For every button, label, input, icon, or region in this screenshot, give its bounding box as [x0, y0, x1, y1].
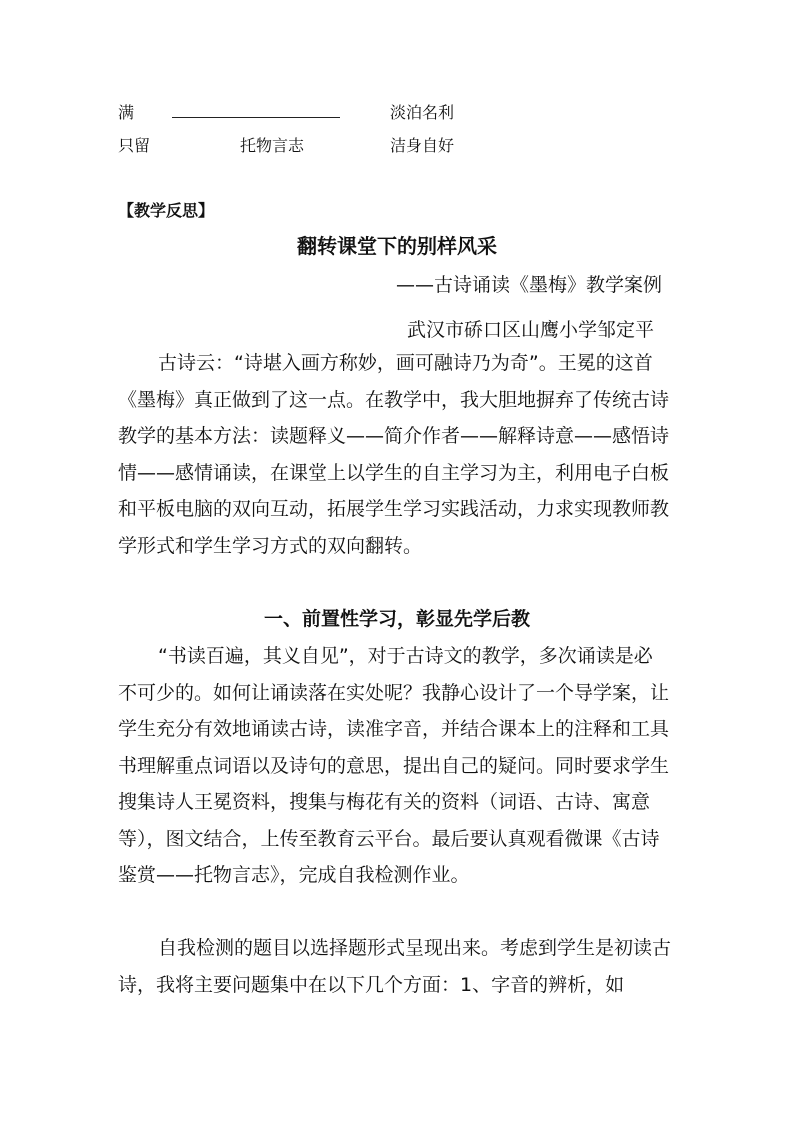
article-subtitle: ——古诗诵读《墨梅》教学案例: [395, 274, 662, 296]
intro-line: 情——感情诵读，在课堂上以学生的自主学习为主，利用电子白板: [118, 461, 670, 484]
answer-row2-col3: 洁身自好: [390, 136, 455, 155]
article-author: 武汉市硚口区山鹰小学邹定平: [406, 319, 654, 341]
intro-line: 古诗云：“诗堪入画方称妙，画可融诗乃为奇”。王冕的这首: [158, 352, 653, 374]
answer-row1-col1: 满: [118, 103, 135, 122]
answer-row1-col3: 淡泊名利: [390, 103, 455, 122]
intro-line: 教学的基本方法：读题释义——简介作者——解释诗意——感悟诗: [118, 425, 670, 447]
answer-row2-col1: 只留: [118, 136, 151, 155]
article-title: 翻转课堂下的别样风采: [297, 234, 497, 258]
intro-paragraph: [118, 345, 678, 564]
body-line: 鉴赏——托物言志》，完成自我检测作业。: [118, 864, 470, 886]
body-line: 不可少的。如何让诵读落在实处呢？我静心设计了一个导学案，让: [118, 681, 670, 704]
section-heading-1: 一、前置性学习，彰显先学后教: [263, 608, 530, 630]
body-paragraph-3: [118, 930, 678, 1003]
intro-line: 和平板电脑的双向互动，拓展学生学习实践活动，力求实现教师教: [118, 498, 670, 520]
body-line: 书理解重点词语以及诗句的意思，提出自己的疑问。同时要求学生: [118, 754, 670, 777]
intro-line: 学形式和学生学习方式的双向翻转。: [118, 534, 423, 557]
body-line: 诗，我将主要问题集中在以下几个方面：1、字音的辨析，如: [118, 973, 625, 996]
answer-row2-col2: 托物言志: [240, 136, 305, 155]
body-paragraph-2: [118, 638, 678, 894]
intro-line: 《墨梅》真正做到了这一点。在教学中，我大胆地摒弃了传统古诗: [118, 388, 670, 411]
body-line: 自我检测的题目以选择题形式呈现出来。考虑到学生是初读古: [158, 937, 672, 959]
body-line: “书读百遍，其义自见”，对于古诗文的教学，多次诵读是必: [158, 645, 653, 667]
body-line: 学生充分有效地诵读古诗，读准字音，并结合课本上的注释和工具: [118, 718, 670, 740]
answer-blank-line: [172, 117, 340, 118]
section-label: 【教学反思】: [118, 201, 215, 220]
body-line: 搜集诗人王冕资料，搜集与梅花有关的资料（词语、古诗、寓意: [118, 791, 651, 813]
body-line: 等），图文结合，上传至教育云平台。最后要认真观看微课《古诗: [118, 827, 660, 850]
